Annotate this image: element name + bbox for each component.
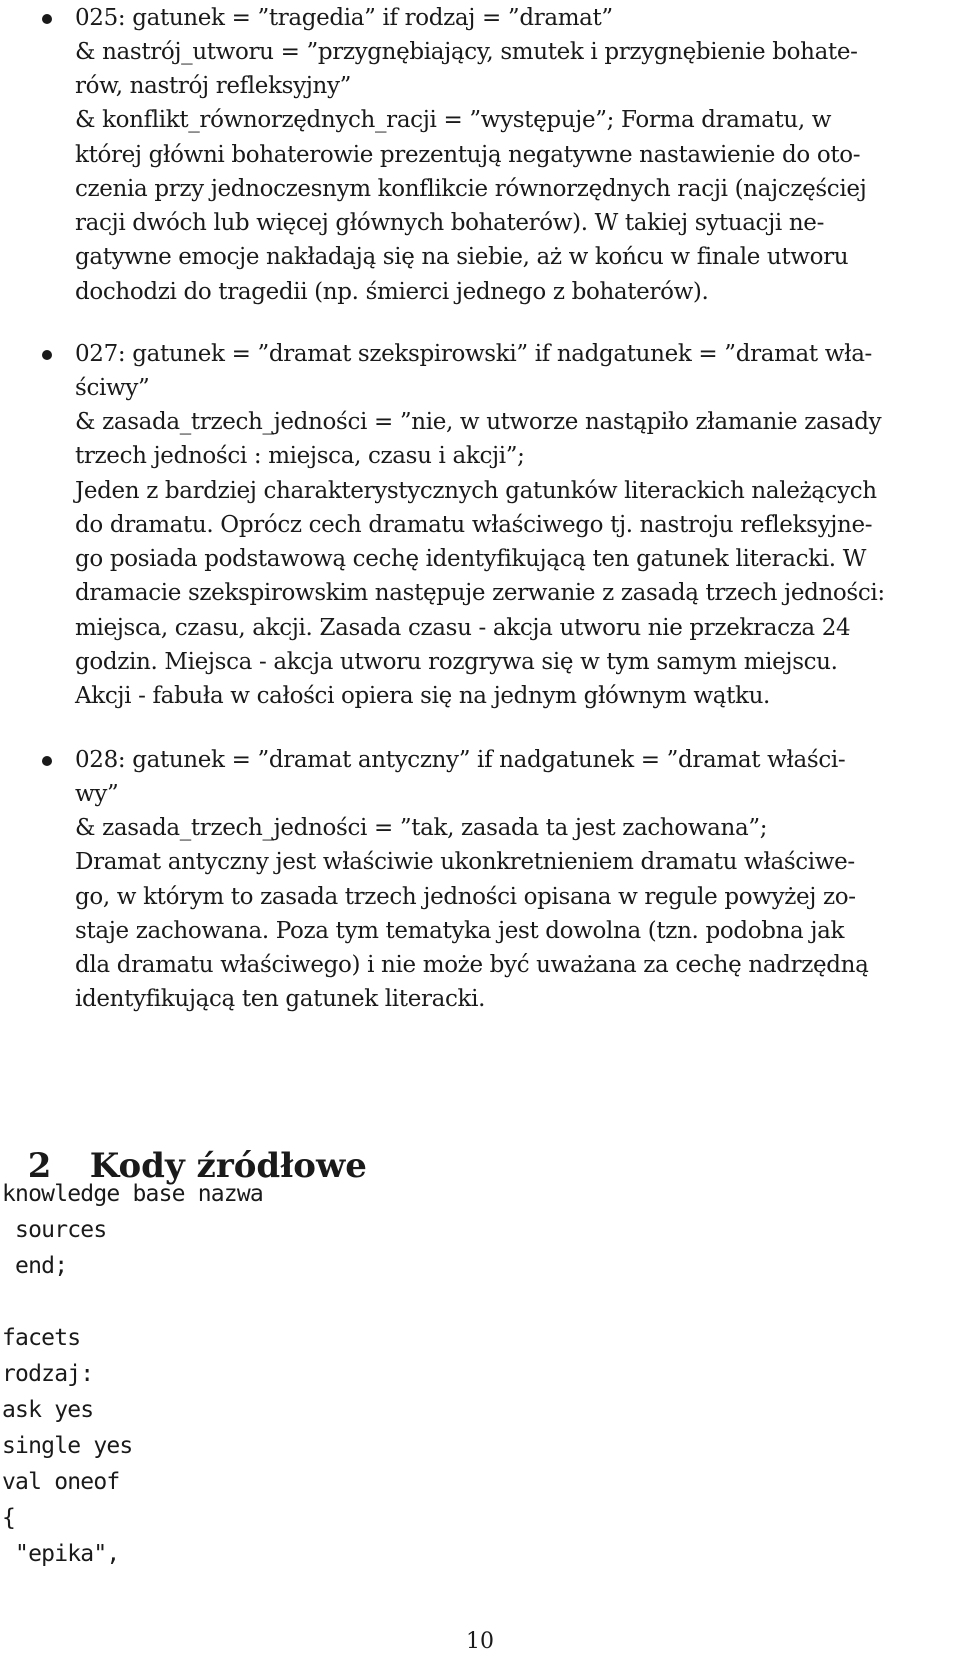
text-line: & zasada_trzech_jedności = ”tak, zasada ta jest zachowana”; xyxy=(75,815,768,841)
text-line: dla dramatu właściwego) i nie może być uważana za cechę nadrzędną xyxy=(75,952,869,978)
code-line: single yes xyxy=(2,1433,133,1459)
text-line: miejsca, czasu, akcji. Zasada czasu - akcja utworu nie przekracza 24 xyxy=(75,615,851,641)
code-listing xyxy=(2,1176,263,1572)
text-line: identyfikującą ten gatunek literacki. xyxy=(75,986,486,1012)
text-line: dochodzi do tragedii (np. śmierci jednego z bohaterów). xyxy=(75,279,709,305)
text-line: Dramat antyczny jest właściwie ukonkretnieniem dramatu właściwe- xyxy=(75,849,855,875)
bullet-icon xyxy=(42,350,52,360)
code-line: { xyxy=(2,1505,16,1531)
text-line: go posiada podstawową cechę identyfikującą ten gatunek literacki. W xyxy=(75,546,866,572)
bullet-icon xyxy=(42,14,52,24)
page-number: 10 xyxy=(466,1629,494,1654)
text-line: staje zachowana. Poza tym tematyka jest dowolna (tzn. podobna jak xyxy=(75,918,845,944)
code-line: sources xyxy=(2,1217,107,1243)
text-line: ściwy” xyxy=(75,375,150,401)
text-line: wy” xyxy=(75,781,119,807)
text-line: dramacie szekspirowskim następuje zerwanie z zasadą trzech jedności: xyxy=(75,580,885,606)
text-line: Akcji - fabuła w całości opiera się na jednym głównym wątku. xyxy=(75,683,771,709)
code-line: knowledge base nazwa xyxy=(2,1181,263,1207)
code-line: facets xyxy=(2,1325,81,1351)
code-line: ask yes xyxy=(2,1397,94,1423)
text-line: czenia przy jednoczesnym konflikcie równorzędnych racji (najczęściej xyxy=(75,176,867,202)
text-line: godzin. Miejsca - akcja utworu rozgrywa się w tym samym miejscu. xyxy=(75,649,838,675)
text-line: Jeden z bardziej charakterystycznych gatunków literackich należących xyxy=(75,478,877,504)
text-line: racji dwóch lub więcej głównych bohaterów). W takiej sytuacji ne- xyxy=(75,210,824,236)
text-line: 025: gatunek = ”tragedia” if rodzaj = ”dramat” xyxy=(75,5,613,31)
text-line: & zasada_trzech_jedności = ”nie, w utworze nastąpiło złamanie zasady xyxy=(75,409,882,435)
section-heading xyxy=(4,1100,367,1188)
code-line: rodzaj: xyxy=(2,1361,94,1387)
text-line: do dramatu. Oprócz cech dramatu właściwego tj. nastroju refleksyjne- xyxy=(75,512,873,538)
text-line: & konflikt_równorzędnych_racji = ”występuje”; Forma dramatu, w xyxy=(75,107,832,133)
code-line: "epika", xyxy=(2,1541,120,1567)
text-line: której główni bohaterowie prezentują negatywne nastawienie do oto- xyxy=(75,142,861,168)
text-line: gatywne emocje nakładają się na siebie, aż w końcu w finale utworu xyxy=(75,244,849,270)
text-line: 027: gatunek = ”dramat szekspirowski” if nadgatunek = ”dramat wła- xyxy=(75,341,872,367)
code-line xyxy=(2,1284,263,1320)
code-line: val oneof xyxy=(2,1469,120,1495)
text-line: trzech jedności : miejsca, czasu i akcji”; xyxy=(75,443,525,469)
bullet-icon xyxy=(42,756,52,766)
text-line: 028: gatunek = ”dramat antyczny” if nadgatunek = ”dramat właści- xyxy=(75,747,846,773)
code-line: end; xyxy=(2,1253,68,1279)
section-number: 2 xyxy=(27,1146,52,1186)
text-line: rów, nastrój refleksyjny” xyxy=(75,73,352,99)
text-line: & nastrój_utworu = ”przygnębiający, smutek i przygnębienie bohate- xyxy=(75,39,858,65)
section-title: Kody źródłowe xyxy=(89,1146,367,1186)
text-line: go, w którym to zasada trzech jedności opisana w regule powyżej zo- xyxy=(75,884,856,910)
